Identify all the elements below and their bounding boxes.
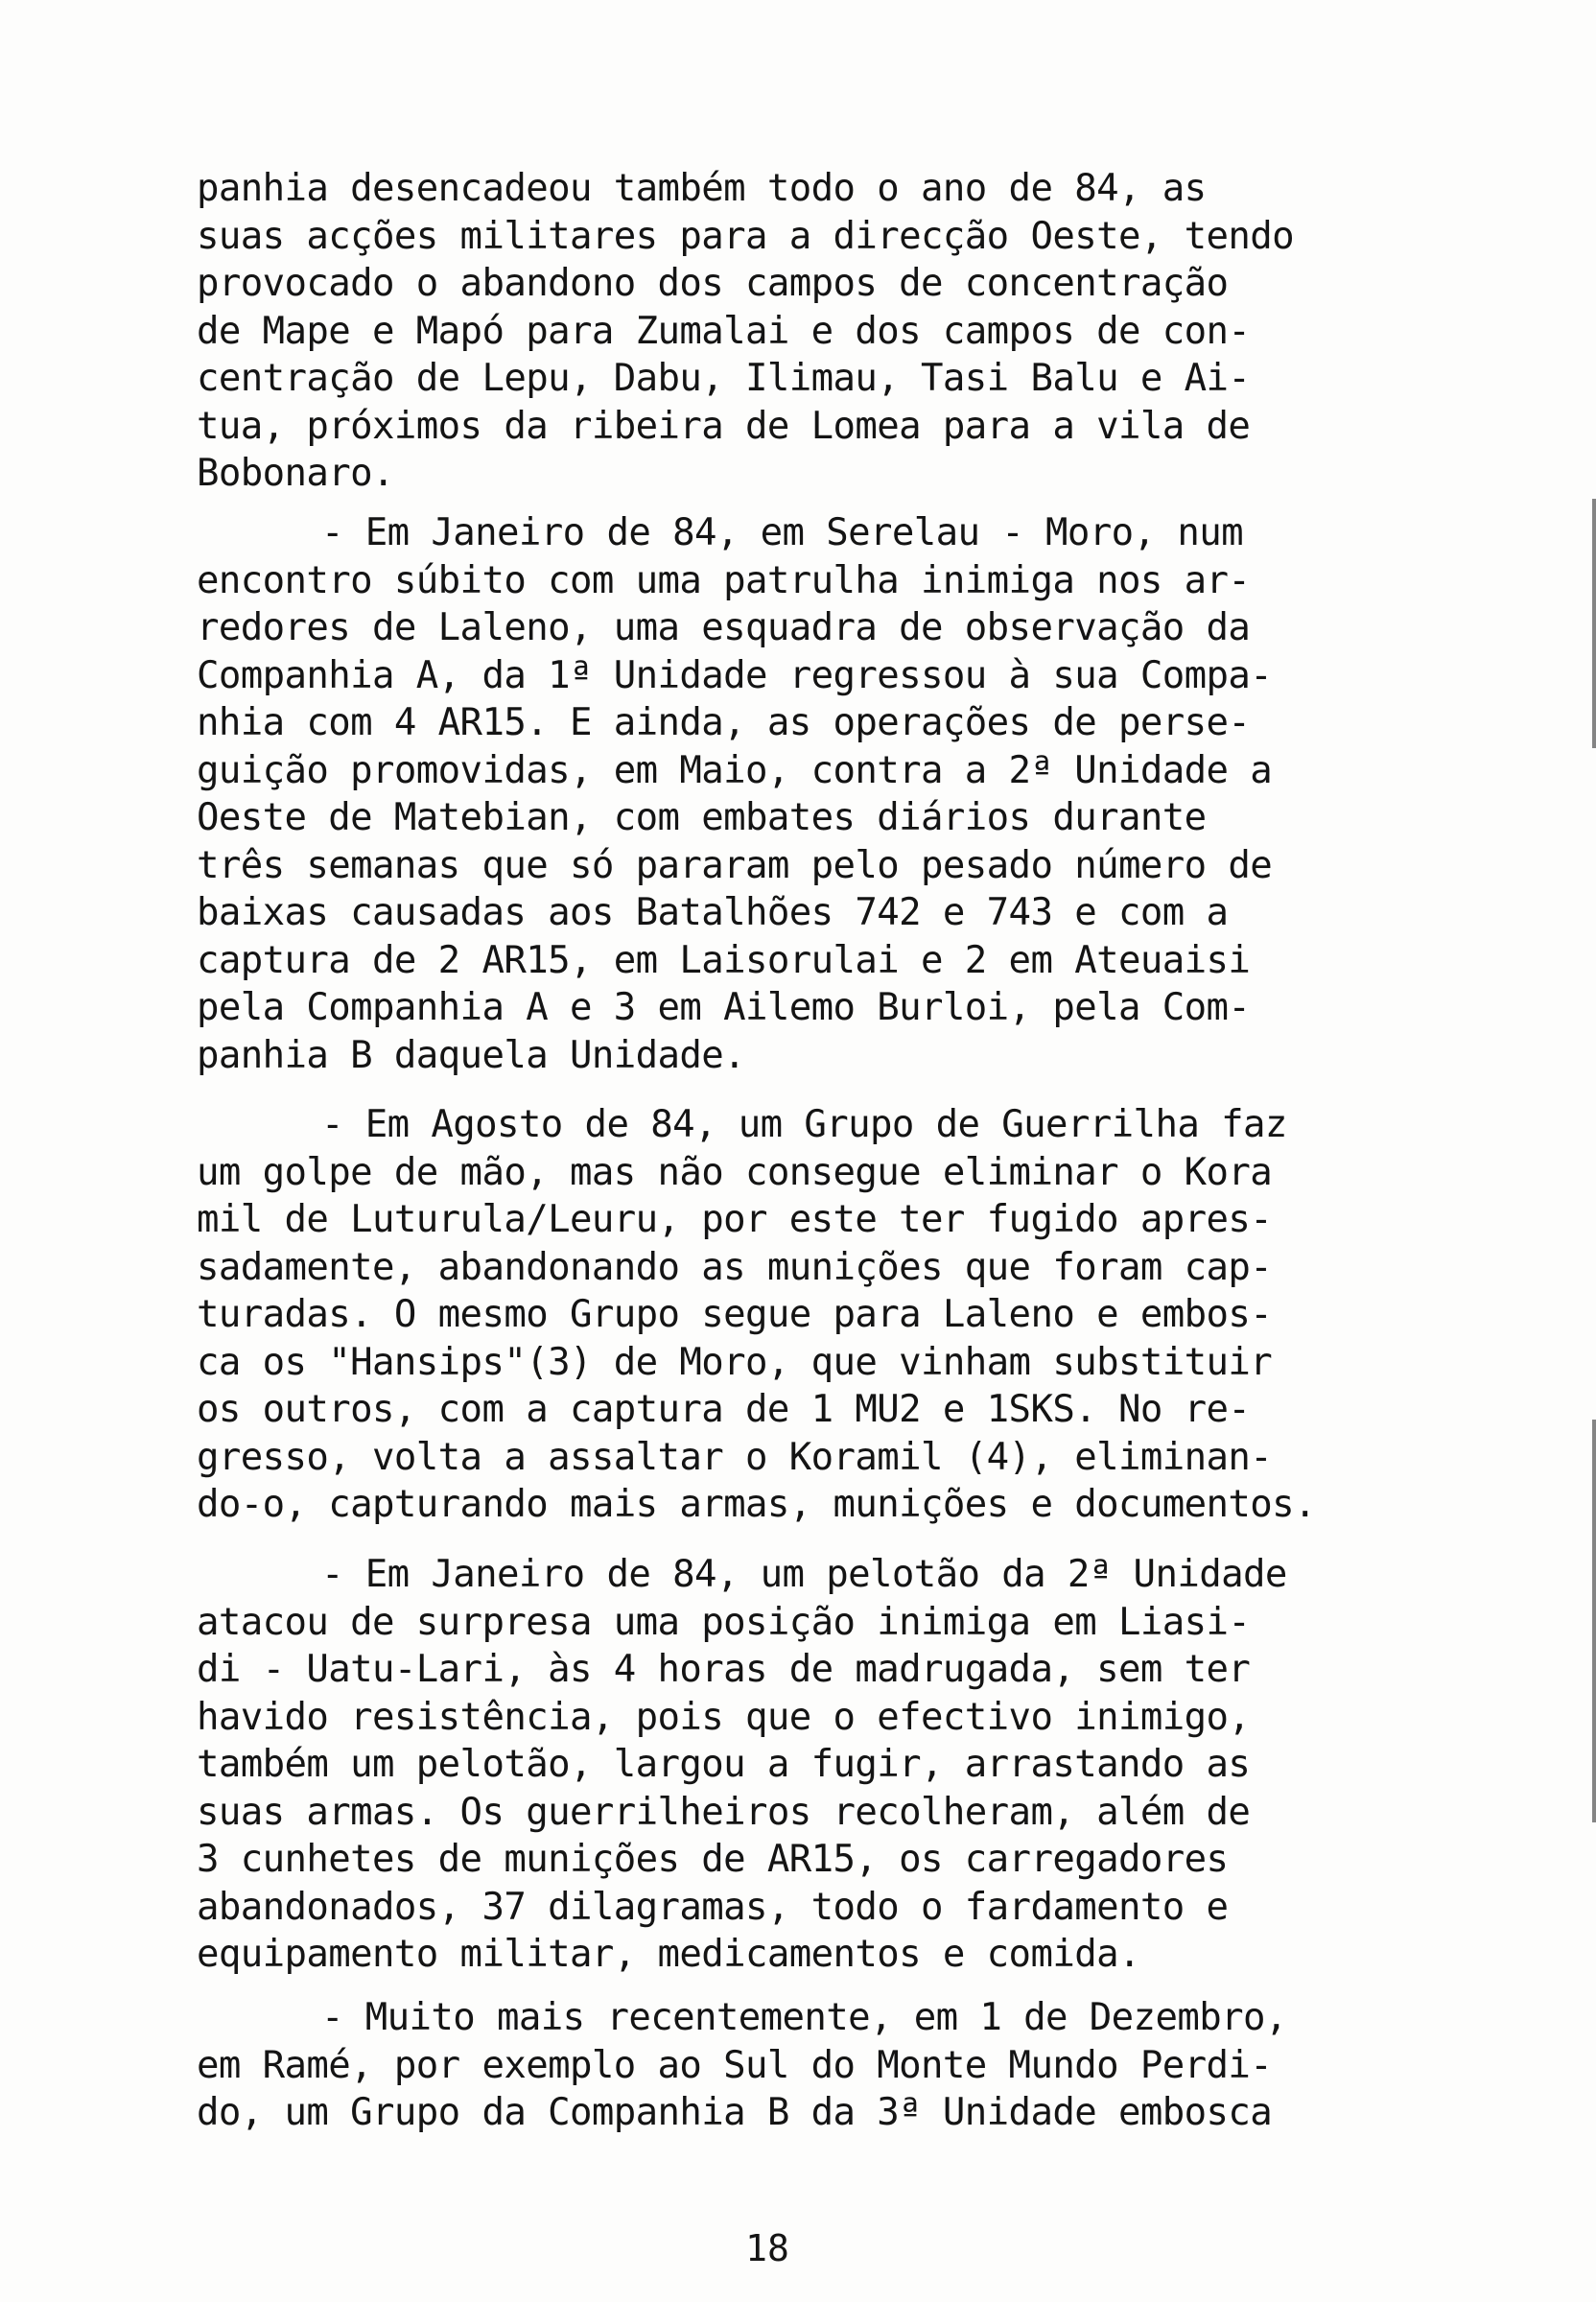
page-number: 18: [745, 2227, 789, 2269]
text-line: guição promovidas, em Maio, contra a 2ª Unidade a: [197, 748, 1273, 792]
text-line: do-o, capturando mais armas, munições e documentos.: [197, 1483, 1316, 1526]
text-line: - Em Janeiro de 84, em Serelau - Moro, num: [321, 511, 1243, 554]
paragraph-1: [197, 165, 1434, 498]
paragraph-3: [197, 1101, 1434, 1529]
text-line: abandonados, 37 dilagramas, todo o fardamento e: [197, 1885, 1229, 1929]
text-line: Oeste de Matebian, com embates diários durante: [197, 796, 1207, 839]
text-line: pela Companhia A e 3 em Ailemo Burloi, pela Com-: [197, 986, 1251, 1029]
text-line: redores de Laleno, uma esquadra de observação da: [197, 606, 1251, 649]
scan-edge-mark: [1592, 499, 1596, 748]
text-line: baixas causadas aos Batalhões 742 e 743 e com a: [197, 891, 1229, 934]
text-line: também um pelotão, largou a fugir, arrastando as: [197, 1743, 1251, 1786]
text-line: - Em Janeiro de 84, um pelotão da 2ª Unidade: [321, 1553, 1287, 1596]
text-line: - Muito mais recentemente, em 1 de Dezembro,: [321, 1996, 1287, 2039]
text-line: Companhia A, da 1ª Unidade regressou à sua Compa-: [197, 653, 1273, 697]
text-line: tua, próximos da ribeira de Lomea para a vila de: [197, 404, 1251, 448]
text-line: 3 cunhetes de munições de AR15, os carregadores: [197, 1838, 1229, 1881]
text-line: ca os "Hansips"(3) de Moro, que vinham substituir: [197, 1340, 1273, 1384]
text-line: de Mape e Mapó para Zumalai e dos campos de con-: [197, 309, 1251, 353]
text-line: três semanas que só pararam pelo pesado número de: [197, 843, 1273, 887]
text-line: havido resistência, pois que o efectivo inimigo,: [197, 1695, 1251, 1739]
scan-edge-mark: [1592, 1420, 1596, 1822]
text-line: panhia desencadeou também todo o ano de 84, as: [197, 167, 1207, 210]
text-line: panhia B daquela Unidade.: [197, 1033, 745, 1077]
text-line: provocado o abandono dos campos de concentração: [197, 262, 1229, 305]
text-line: atacou de surpresa uma posição inimiga em Liasi-: [197, 1600, 1251, 1644]
text-line: gresso, volta a assaltar o Koramil (4), eliminan-: [197, 1435, 1273, 1479]
text-line: em Ramé, por exemplo ao Sul do Monte Mundo Perdi-: [197, 2043, 1273, 2087]
text-line: do, um Grupo da Companhia B da 3ª Unidade embosca: [197, 2091, 1273, 2134]
text-line: centração de Lepu, Dabu, Ilimau, Tasi Balu e Ai-: [197, 357, 1251, 400]
paragraph-2: [197, 509, 1434, 1079]
text-line: suas armas. Os guerrilheiros recolheram, além de: [197, 1790, 1251, 1834]
text-line: um golpe de mão, mas não consegue eliminar o Kora: [197, 1150, 1273, 1194]
text-line: suas acções militares para a direcção Oeste, tendo: [197, 214, 1294, 258]
text-line: sadamente, abandonando as munições que foram cap-: [197, 1245, 1273, 1289]
text-line: equipamento militar, medicamentos e comida.: [197, 1933, 1140, 1976]
text-line: - Em Agosto de 84, um Grupo de Guerrilha faz: [321, 1103, 1287, 1146]
text-line: nhia com 4 AR15. E ainda, as operações de perse-: [197, 701, 1251, 744]
text-line: captura de 2 AR15, em Laisorulai e 2 em Ateuaisi: [197, 938, 1251, 982]
text-line: encontro súbito com uma patrulha inimiga nos ar-: [197, 558, 1251, 602]
paragraph-5: [197, 1994, 1434, 2137]
text-line: turadas. O mesmo Grupo segue para Laleno e embos-: [197, 1293, 1273, 1336]
text-line: di - Uatu-Lari, às 4 horas de madrugada, sem ter: [197, 1648, 1251, 1691]
paragraph-4: [197, 1551, 1434, 1979]
text-line: os outros, com a captura de 1 MU2 e 1SKS. No re-: [197, 1388, 1251, 1431]
text-line: Bobonaro.: [197, 452, 394, 495]
text-line: mil de Luturula/Leuru, por este ter fugido apres-: [197, 1198, 1273, 1241]
